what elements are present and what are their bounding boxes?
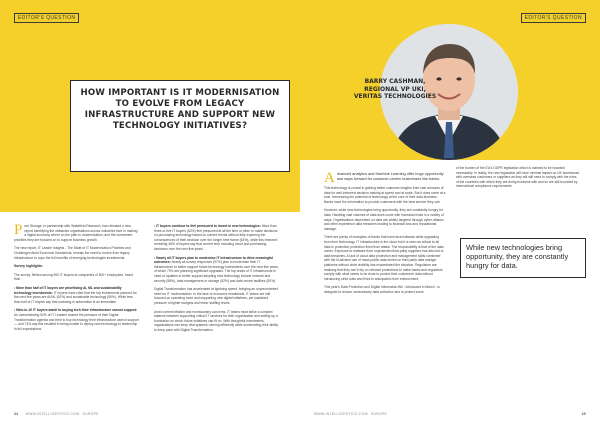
section-tag: EDITOR'S QUESTION	[521, 13, 586, 23]
pull-quote: While new technologies bring opportunity, they are constantly hungry for data.	[460, 238, 586, 278]
footer-brand: WWW.INTELLIGENTCIO.COM	[25, 412, 80, 416]
paragraph: Amid current inflation and recessionary concerns, IT teams must strike a complex balance between supporting critical IT services for their organisation and setting up a foundation on which future initiatives can fit on. With thoughtful investments, organisations can keep vital systems running efficiently while accelerating their ability to keep pace with Digital Transformation.	[154, 309, 279, 332]
bullet-item: • IT buyers continue to feel pressured to invest in new technologies: More than three-in-five IT buyers (62%) feel pressured at all the time or often to make decisions on purchasing technology based on current trends without fully exploring the consequences of their decision over the longer time frame (63%), while this research revealing 45% of buyers say that current tech including cloud and purchasing decisions over the next five years.	[154, 224, 278, 251]
page-footer	[14, 412, 286, 416]
page-headline: HOW IMPORTANT IS IT MODERNISATION TO EVOLVE FROM LEGACY INFRASTRUCTURE AND SUPPORT NEW TECHNOLOGY INITIATIVES?	[80, 88, 280, 131]
byline	[340, 78, 450, 101]
section-tag: EDITOR'S QUESTION	[14, 13, 79, 23]
paragraph: This year's Data Protection and Digital Information Bill - introduced in March - is designed to reduce unnecessary data collection and to protect some	[324, 285, 440, 294]
paragraph: The survey, fielded among 500 IT buyers at companies of 500+ employees, found that:	[14, 272, 134, 282]
author-title: REGIONAL VP UKI,	[364, 85, 426, 93]
article-column-1	[324, 172, 446, 298]
bullet-item: • More than half of IT buyers are prioritising AI, ML and sustainability technology investments: IT buyers have cited that the top investments planned for the next five years are AI/ML (52%) and sustainable technology (50%). While less than half of IT buyers say that investing in automation is an immediate.	[14, 285, 137, 304]
intro-paragraph: Pure Storage, in partnership with Wakefield Research, has released a new report identifying the obstacles organisations across industries face in making a digital economy where on the path to modernisation, and the investment priorities they are focused on to support business growth.	[14, 222, 138, 242]
article-column-1	[14, 224, 140, 335]
page-number: 35	[581, 412, 586, 416]
article-column-2	[456, 166, 580, 193]
author-company: VERITAS TECHNOLOGIES	[353, 93, 437, 100]
footer-region: EUROPE	[370, 412, 388, 416]
paragraph: However, while new technologies bring opportunity, they are constantly hungry for data. Handling vast volumes of data does come with increased risks in a variety of ways. Organisations dependent on data are widely targeted through cyber-attacks and often experience data breaches leading to financial loss and reputational damage.	[324, 208, 444, 231]
author-name: BARRY CASHMAN,	[364, 78, 426, 85]
page-footer	[314, 412, 586, 416]
paragraph: This technology is crucial in gaining better customer insights from vast amounts of data for well-informed decision-making at speed and at scale. But it does come at a cost. Harnessing the potential of technology at the core of their data business. Banks have the information to provide customers with the best service they can.	[324, 186, 446, 204]
footer-region: EUROPE	[82, 412, 99, 416]
footer-brand: WWW.INTELLIGENTCIO.COM	[314, 412, 368, 416]
lead-paragraph: Advanced analytics and Machine Learning offer huge opportunity and ways forward for customer-centric businesses like banks.	[324, 170, 444, 186]
subheading: Survey highlights:	[14, 264, 43, 269]
bullet-item: • Nine-in-10 IT buyers admit to buying tech their infrastructure cannot support: An overwhelming 92% of IT Leaders shared the pressure of their Digital Transformation agenda and their to buy technology their infrastructure cannot support — and 74% say this resulted in being unable to deploy new technology to leadership in full expectations.	[14, 308, 139, 331]
page-number: 34	[14, 412, 19, 416]
paragraph: The new report, IT Leader Insights - The State of IT Modernization Priorities and Challenges Amid Economic Headwinds, reveals the need to evolve from legacy infrastructure to cope the full benefits of emerging technologies investments.	[14, 246, 131, 260]
bullet-item: • Nearly all IT buyers plan to modernise IT infrastructure to drive meaningful outcomes: Nearly all survey responses (97%) plan to modernise their IT infrastructure to better support future technology investments over the next five years, of which 70% are planning significant upgrades. The top areas of IT infrastructure in need of updates to better support adopting new technology include network and security (58%), data management or storage (52%) and data centre facilities (50%).	[154, 255, 279, 283]
article-column-2	[154, 224, 280, 336]
paragraph: of the burden of the EU's GDPR legislation which is claimed to be hoarded necessarily. In reality, the new legislation will have minimal impact on UK businesses with overseas customers or suppliers as they will still need to comply with the rules of the countries with which they are doing business with and so are still bounded by international compliance requirements.	[456, 166, 580, 189]
paragraph: Digital Transformation has accelerated at lightning speed, bringing an unprecedented need for IT modernisation. In the face of economic headwinds, IT teams are still focused on operating more and supporting new digital initiatives, yet sustained pressure of tighter budgets and fewer staffing levels.	[154, 287, 279, 305]
dropcap: P	[14, 222, 23, 238]
dropcap: A	[324, 170, 335, 186]
right-page	[300, 0, 600, 424]
paragraph: There are plenty of examples of banks that have faced attacks while upgrading from their technology. IT infrastructure is the cloud but it is seen as critical to all data in protection protection fixed from attack. The responsibility is that of the data owner. Exposure to malware from unprotected third-party suppliers has also led to data breaches. A lack of cloud data protection and management skills combined with the ill-advised use of mass public data stored on third-party data storage platforms without clear visibility has exacerbated the situation. Regulators are realising that they can't rely on relevant protections to make banks and regulators comply with what needs to be done to protect their customers' data without introducing strict rules and fines in anticipation from enforcement.	[324, 235, 444, 281]
article-body	[14, 224, 286, 404]
